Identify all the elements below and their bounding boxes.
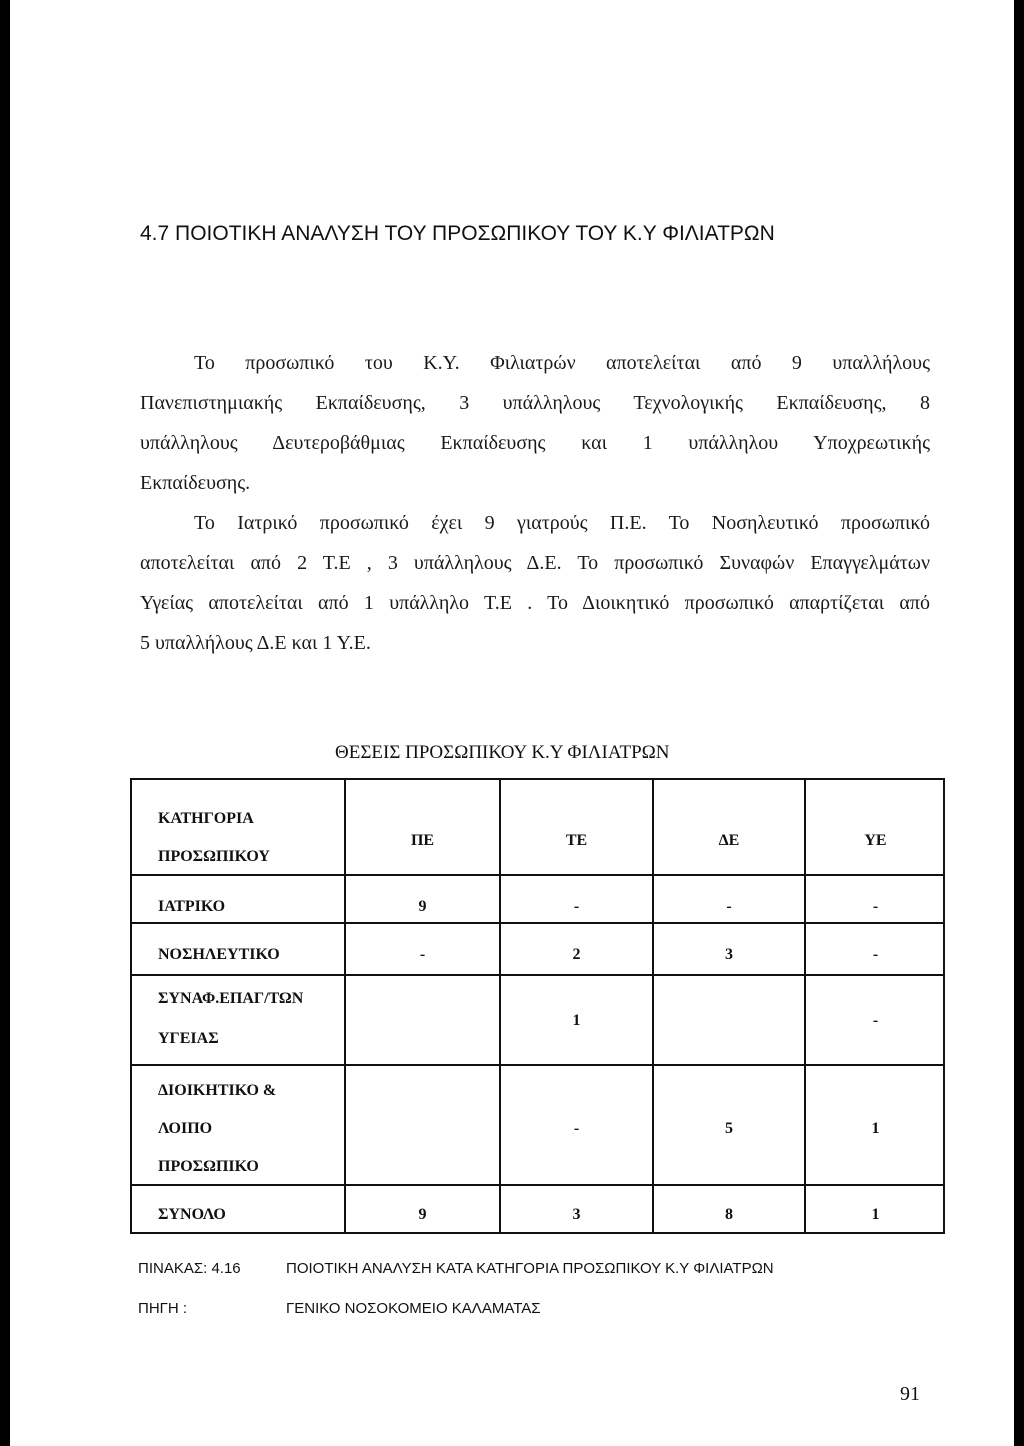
header-de: ΔΕ	[718, 832, 740, 849]
total-ye: 1	[871, 1206, 880, 1223]
table-rule	[132, 1064, 943, 1066]
source-text: ΓΕΝΙΚΟ ΝΟΣΟΚΟΜΕΙΟ ΚΑΛΑΜΑΤΑΣ	[286, 1300, 541, 1317]
table-rule	[132, 922, 943, 924]
table-rule	[132, 874, 943, 876]
table-title: ΘΕΣΕΙΣ ΠΡΟΣΩΠΙΚΟΥ Κ.Υ ΦΙΛΙΑΤΡΩΝ	[335, 742, 670, 763]
row-label-line: ΠΡΟΣΩΠΙΚΟ	[158, 1158, 259, 1175]
cell-ye: -	[872, 946, 879, 963]
table-rule	[132, 974, 943, 976]
header-pe: ΠΕ	[410, 832, 435, 849]
row-label-line: ΔΙΟΙΚΗΤΙΚΟ &	[158, 1082, 277, 1099]
table-number: ΠΙΝΑΚΑΣ: 4.16	[138, 1260, 241, 1277]
page-number: 91	[900, 1383, 920, 1405]
table-caption: ΠΟΙΟΤΙΚΗ ΑΝΑΛΥΣΗ ΚΑΤΑ ΚΑΤΗΓΟΡΙΑ ΠΡΟΣΩΠΙΚΟΥ Κ.Υ ΦΙΛΙΑΤΡΩΝ	[286, 1260, 774, 1277]
cell-de: 5	[725, 1120, 733, 1137]
paragraph-line: αποτελείται από 2 Τ.Ε , 3 υπάλληλους Δ.Ε. Το προσωπικό Συναφών Επαγγελμάτων	[140, 552, 930, 574]
cell-pe: -	[419, 946, 426, 963]
cell-de: -	[726, 898, 732, 915]
row-label-line: ΥΓΕΙΑΣ	[158, 1030, 219, 1047]
row-label: ΝΟΣΗΛΕΥΤΙΚΟ	[158, 946, 280, 963]
table-rule	[132, 1184, 943, 1186]
personnel-table	[130, 778, 945, 1234]
paragraph-line: Υγείας αποτελείται από 1 υπάλληλο Τ.Ε . Το Διοικητικό προσωπικό απαρτίζεται από	[140, 592, 930, 614]
cell-pe: 9	[418, 898, 427, 915]
source-label: ΠΗΓΗ :	[138, 1300, 188, 1317]
header-category-line: ΠΡΟΣΩΠΙΚΟΥ	[158, 848, 270, 865]
paragraph-line: υπάλληλους Δευτεροβάθμιας Εκπαίδευσης και 1 υπάλληλου Υποχρεωτικής	[140, 432, 930, 454]
paragraph-line: Εκπαίδευσης.	[140, 472, 251, 494]
cell-ye: -	[872, 898, 879, 915]
row-label-line: ΛΟΙΠΟ	[158, 1120, 213, 1137]
cell-ye: -	[872, 1012, 879, 1029]
paragraph-line: Το προσωπικό του Κ.Υ. Φιλιατρών αποτελείται από 9 υπαλλήλους	[194, 352, 930, 374]
header-te: ΤΕ	[565, 832, 588, 849]
cell-ye: 1	[871, 1120, 880, 1137]
paragraph-line: Πανεπιστημιακής Εκπαίδευσης, 3 υπάλληλους Τεχνολογικής Εκπαίδευσης, 8	[140, 392, 930, 414]
header-category-line: ΚΑΤΗΓΟΡΙΑ	[158, 810, 254, 827]
total-de: 8	[725, 1206, 733, 1223]
total-label: ΣΥΝΟΛΟ	[158, 1206, 226, 1223]
section-heading: 4.7 ΠΟΙΟΤΙΚΗ ΑΝΑΛΥΣΗ ΤΟΥ ΠΡΟΣΩΠΙΚΟΥ ΤΟΥ Κ.Υ ΦΙΛΙΑΤΡΩΝ	[140, 222, 775, 245]
total-te: 3	[572, 1206, 581, 1223]
row-label-line: ΣΥΝΑΦ.ΕΠΑΓ/ΤΩΝ	[158, 990, 304, 1007]
cell-te: -	[573, 1120, 580, 1137]
cell-te: 2	[572, 946, 581, 963]
total-pe: 9	[418, 1206, 427, 1223]
paragraph-line: Το Ιατρικό προσωπικό έχει 9 γιατρούς Π.Ε. Το Νοσηλευτικό προσωπικό	[194, 512, 930, 534]
paragraph-line: 5 υπαλλήλους Δ.Ε και 1 Υ.Ε.	[140, 632, 371, 654]
header-ye: ΥΕ	[864, 832, 887, 849]
cell-te: 1	[572, 1012, 581, 1029]
row-label: ΙΑΤΡΙΚΟ	[158, 898, 226, 915]
cell-te: -	[573, 898, 580, 915]
cell-de: 3	[725, 946, 733, 963]
document-page	[10, 0, 1014, 1446]
